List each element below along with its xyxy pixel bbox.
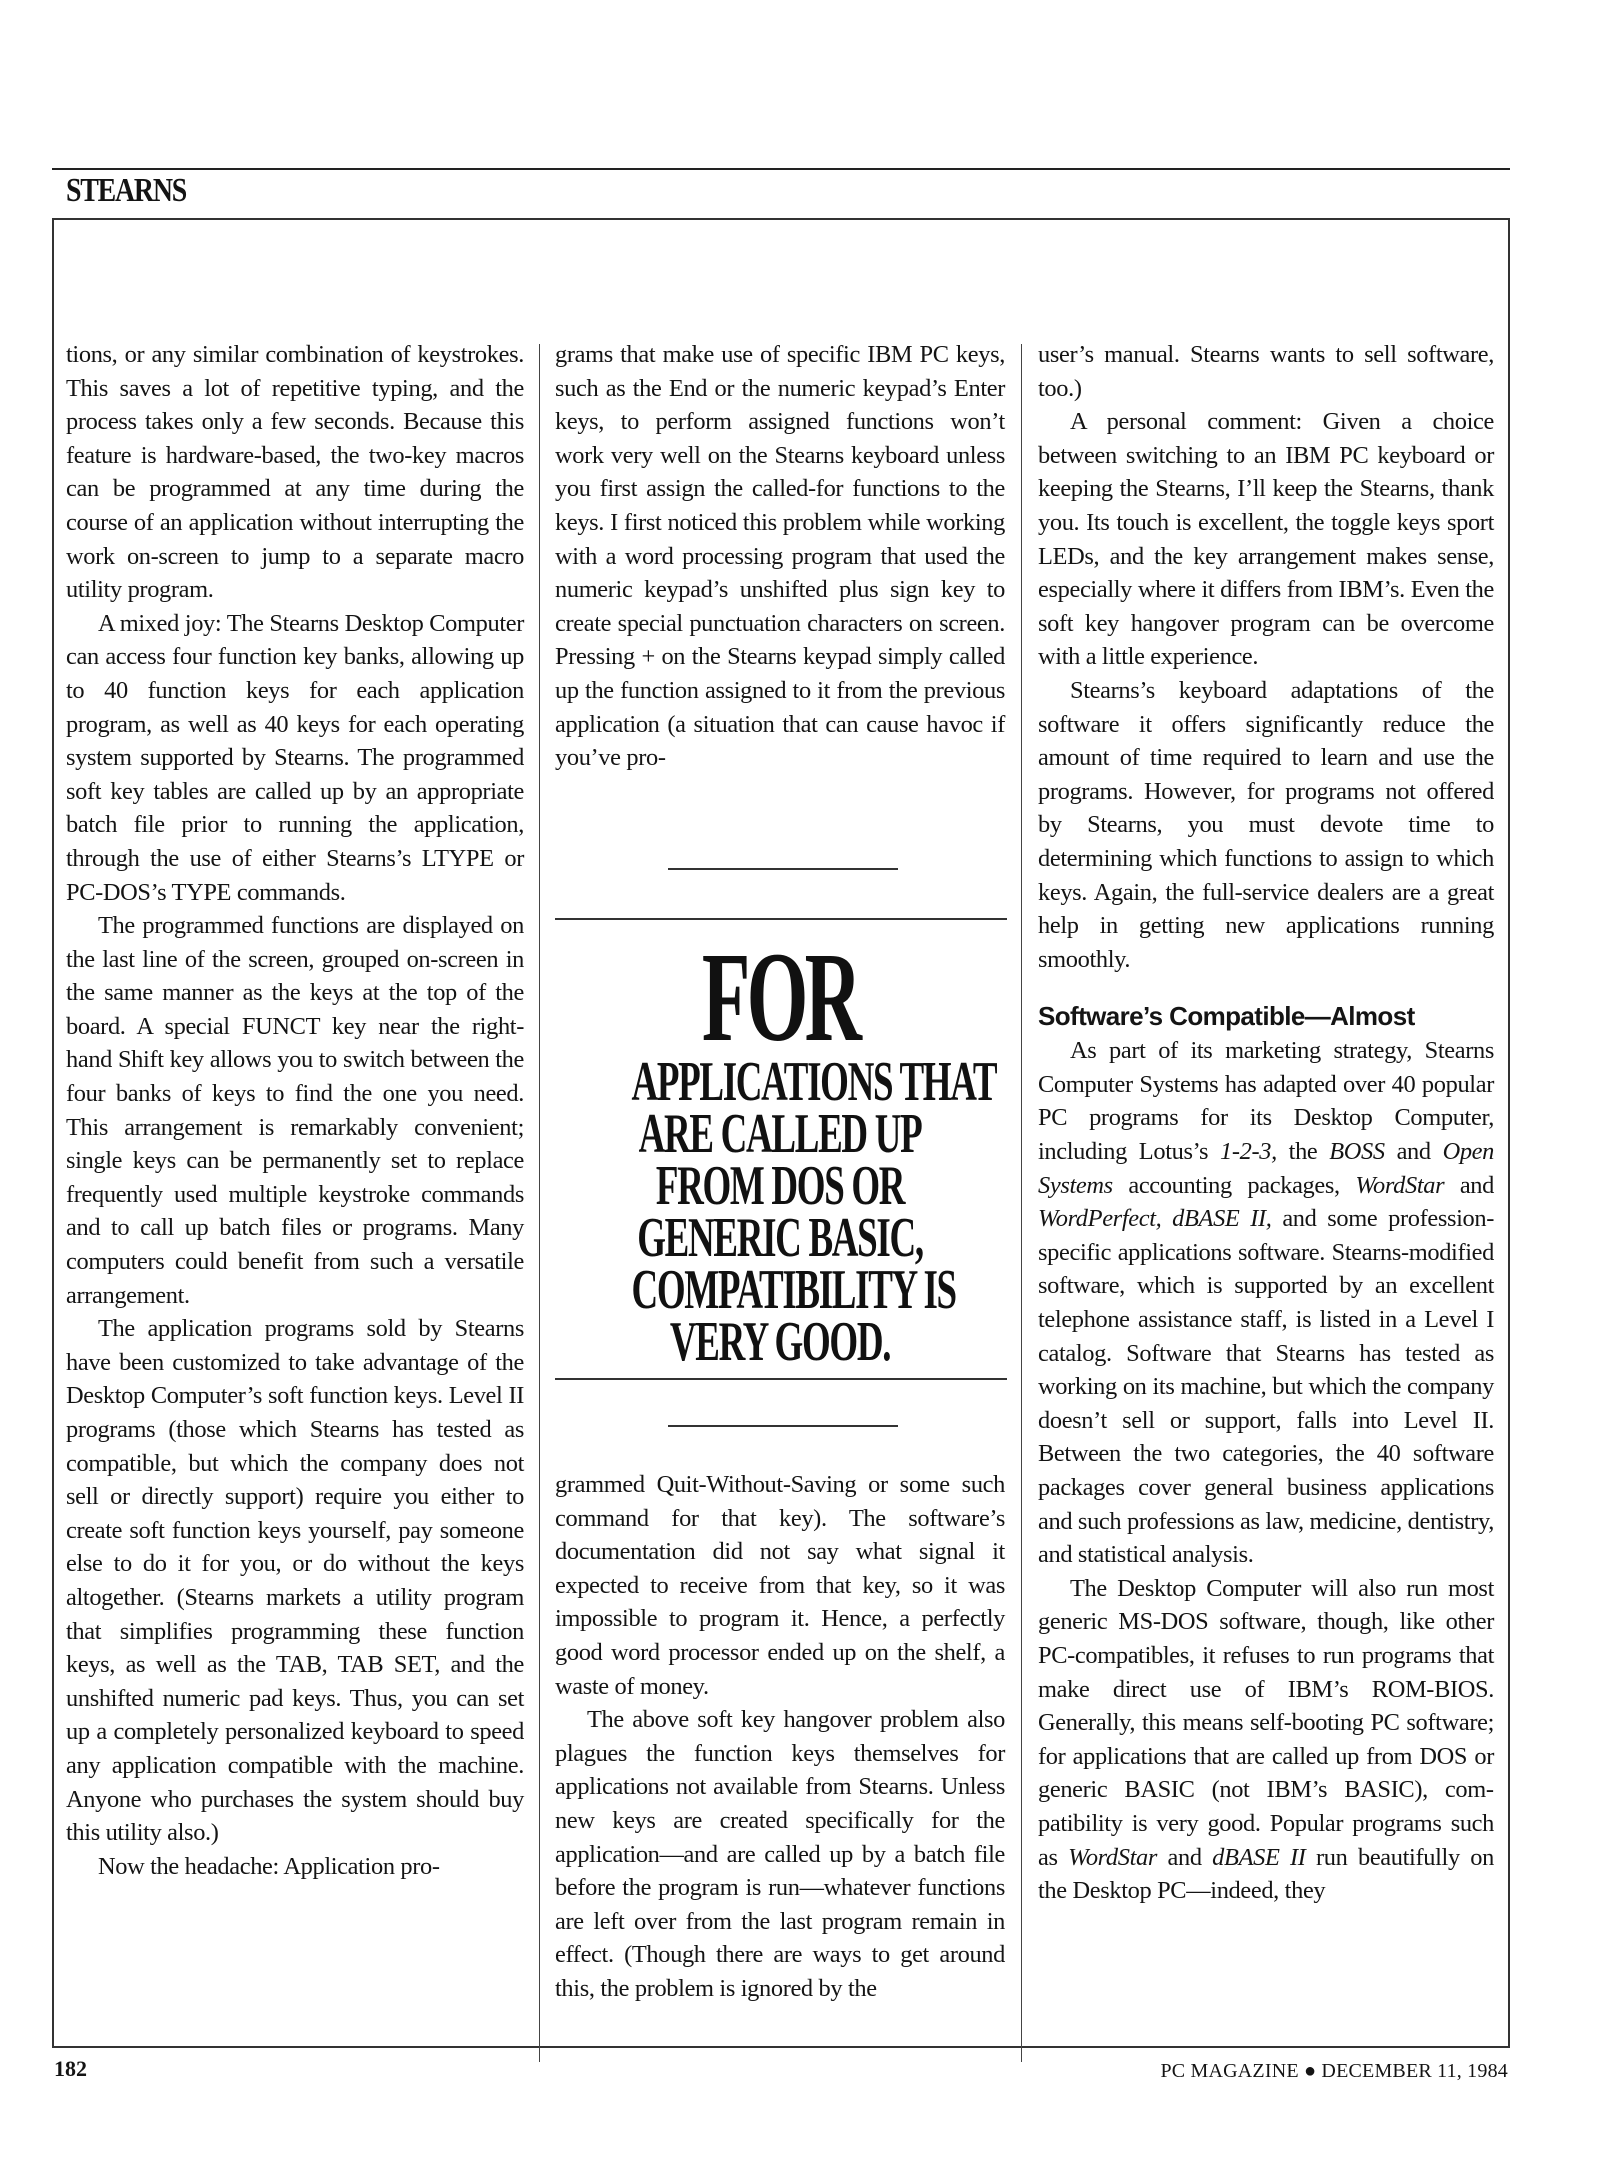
pull-quote-line: ARE CALLED UP	[638, 1103, 922, 1165]
running-head: STEARNS	[66, 172, 187, 209]
paragraph: tions, or any similar combination of keystrokes. This saves a lot of repetitive typing, and the process takes only a few seconds. Because this feature is hardware-based, the two-key macros can be programmed at any time during the course of an application without interrupting the work on-screen to jump to a separate macro utility program.	[66, 341, 524, 604]
paragraph: Now the headache: Application pro-	[98, 1852, 440, 1880]
pull-quote-line: FROM DOS OR	[655, 1155, 905, 1217]
paragraph: The application programs sold by Stearns have been customized to take advantage of the Desktop Computer’s soft function keys. Level II programs (those which Stearns has tested as compatible, but which the company does not sell or directly support) require you either to create soft function keys yourself, pay someone else to do it for you, or do without the keys altogether. (Stearns markets a utility program that simplifies programming these function keys, as well as the TAB, TAB SET, and the unshifted numeric pad keys. Thus, you can set up a completely personalized keyboard to speed any application compatible with the machine. Anyone who purchases the system should buy this utility also.)	[66, 1315, 524, 1847]
pull-quote-line: APPLICATIONS THAT	[631, 1051, 997, 1113]
pull-quote	[555, 926, 1005, 1373]
publication-line: PC MAGAZINE ● DECEMBER 11, 1984	[1160, 2060, 1508, 2082]
pull-quote-top-rule	[555, 918, 1007, 920]
column-2-top	[555, 338, 1005, 775]
pull-quote-bottom-rule	[555, 1378, 1007, 1380]
paragraph: user’s manual. Stearns wants to sell software, too.)	[1038, 341, 1494, 402]
column-3	[1038, 338, 1494, 1908]
paragraph: A personal comment: Given a choice between switching to an IBM PC keyboard or keeping the Stearns, I’ll keep the Stearns, thank you. Its touch is excellent, the toggle keys sport LEDs, and the key arrangement makes sense, especially where it differs from IBM’s. Even the soft key hangover program can be overcome with a little experience.	[1038, 408, 1494, 671]
paragraph: The programmed functions are displayed on the last line of the screen, grouped on-screen in the same manner as the keys at the top of the board. A special FUNCT key near the right-hand Shift key allows you to switch between the four banks of keys to find the one you need. This arrangement is remarkably convenient; single keys can be permanently set to replace frequently used multiple keystroke commands and to call up batch files or programs. Many computers could benefit from such a versatile arrangement.	[66, 912, 524, 1309]
column-divider	[539, 344, 540, 2062]
paragraph: Stearns’s keyboard adaptations of the software it offers significantly reduce the amount of time required to learn and use the programs. However, for programs not offered by Stearns, you must devote time to determining which functions to assign to which keys. Again, the full-service dealers are a great help in getting new applications running smoothly.	[1038, 676, 1494, 973]
column-divider	[1021, 344, 1022, 2062]
pull-quote-bottom-short-rule	[668, 1425, 898, 1427]
paragraph: A mixed joy: The Stearns Desktop Computer can access four function key banks, allowing up to 40 function keys for each application program, as well as 40 keys for each operating system supported by Stearns. The programmed soft key tables are called up by an appropriate batch file prior to running the application, through the use of either Stearns’s LTYPE or PC-DOS’s TYPE commands.	[66, 609, 524, 906]
paragraph: As part of its marketing strategy, Stearns Computer Systems has adapted over 40 popular PC programs for its Desktop Computer, including Lotus’s 1-2-3, the BOSS and Open Systems accounting packages, WordStar and WordPerfect, dBASE II, and some profession-specific applications software. Stearns-modified software, which is supported by an excellent telephone assistance staff, is listed in a Level I catalog. Software that Stearns has tested as working on its machine, but which the company doesn’t sell or support, falls into Level II. Between the two categories, the 40 software packages cover general business applications and such professions as law, medicine, dentistry, and statistical analysis.	[1038, 1037, 1494, 1569]
pull-quote-line: VERY GOOD.	[669, 1311, 891, 1373]
pull-quote-line: GENERIC BASIC,	[637, 1207, 923, 1269]
paragraph: grams that make use of specific IBM PC keys, such as the End or the numeric keypad’s Enter keys, to perform assigned functions won’t work very well on the Stearns keyboard unless you first assign the called-for functions to the keys. I first noticed this problem while working with a word processing program that used the numeric keypad’s unshifted plus sign key to create special punctuation characters on screen. Pressing + on the Stearns keypad simply called up the function assigned to it from the previous application (a situation that can cause havoc if you’ve pro-	[555, 341, 1005, 772]
page-number: 182	[54, 2056, 87, 2081]
column-2-bottom	[555, 1468, 1005, 2006]
pull-quote-line: COMPATIBILITY IS	[631, 1259, 956, 1321]
paragraph: grammed Quit-Without-Saving or some such command for that key). The software’s documentation did not say what signal it expected to receive from that key, so it was impossible to program it. Hence, a perfectly good word processor ended up on the shelf, a waste of money.	[555, 1471, 1005, 1700]
column-1	[66, 338, 524, 1883]
paragraph: The Desktop Computer will also run most generic MS-DOS software, though, like other PC-compatibles, it refuses to run programs that make direct use of IBM’s ROM-BIOS. Generally, this means self-booting PC software; for applications that are called up from DOS or generic BASIC (not IBM’s BASIC), compatibility is very good. Popular programs such as WordStar and dBASE II run beautifully on the Desktop PC—indeed, they	[1038, 1574, 1494, 1905]
pull-quote-big-word: FOR	[701, 926, 859, 1068]
section-subhead: Software’s Compatible—Almost	[1038, 1001, 1415, 1032]
pull-quote-top-short-rule	[668, 868, 898, 870]
paragraph: The above soft key hangover problem also plagues the function keys themselves for applications not available from Stearns. Unless new keys are created specifically for the application—and are called up by a batch file before the program is run—whatever functions are left over from the last program remain in effect. (Though there are ways to get around this, the problem is ignored by the	[555, 1706, 1005, 2002]
header-rule	[52, 168, 1510, 170]
